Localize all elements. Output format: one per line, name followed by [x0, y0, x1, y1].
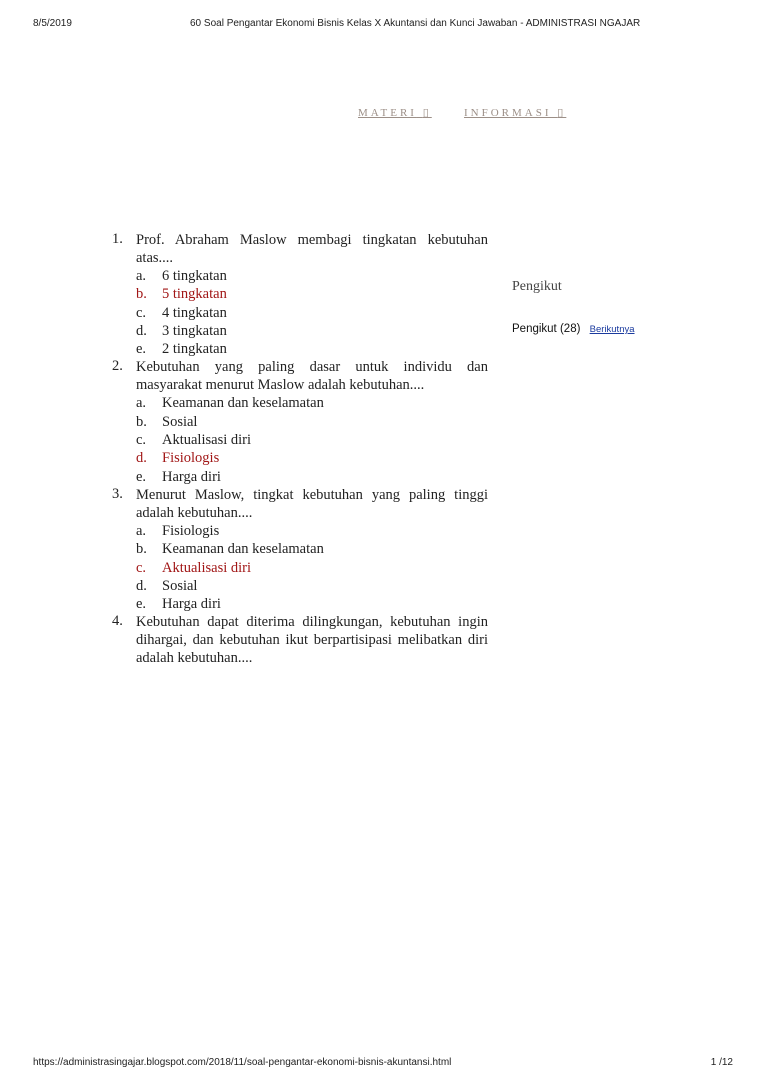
option-text: 2 tingkatan	[162, 341, 227, 358]
answer-option	[136, 522, 488, 540]
option-text: 5 tingkatan	[162, 286, 227, 303]
answer-option	[136, 595, 488, 613]
option-letter: a.	[136, 395, 147, 412]
option-letter: d.	[136, 450, 147, 467]
answer-options	[136, 394, 488, 485]
option-letter: e.	[136, 596, 147, 613]
option-text: Fisiologis	[162, 450, 220, 467]
answer-option	[136, 304, 488, 322]
question-item	[112, 613, 488, 667]
page-number: 1 /12	[710, 1057, 733, 1068]
option-letter: e.	[136, 468, 147, 485]
question-number: 1.	[112, 231, 123, 247]
followers-widget	[512, 323, 635, 335]
question-item	[112, 231, 488, 358]
answer-option-correct	[136, 285, 488, 303]
print-footer	[0, 1057, 768, 1073]
question-text: Kebutuhan dapat diterima dilingkungan, kebutuhan ingin dihargai, dan kebutuhan ikut berpartisipasi melibatkan diri adalah kebutuhan....	[136, 614, 488, 667]
page-url: https://administrasingajar.blogspot.com/2018/11/soal-pengantar-ekonomi-bisnis-akuntansi.html	[33, 1057, 452, 1068]
option-letter: a.	[136, 268, 147, 284]
option-text: 6 tingkatan	[162, 268, 227, 284]
question-item	[112, 358, 488, 485]
print-date: 8/5/2019	[33, 18, 72, 29]
option-letter: b.	[136, 541, 147, 558]
nav-link-informasi[interactable]	[464, 106, 566, 119]
answer-options	[136, 267, 488, 358]
option-text: Fisiologis	[162, 522, 220, 539]
nav-materi-label: MATERI	[358, 107, 417, 119]
option-letter: c.	[136, 304, 147, 321]
option-text: Harga diri	[162, 596, 221, 613]
option-letter: b.	[136, 286, 147, 303]
sidebar	[512, 279, 732, 335]
nav-informasi-label: INFORMASI	[464, 107, 552, 119]
answer-option-correct	[136, 559, 488, 577]
print-header	[0, 18, 768, 34]
followers-count: (28)	[559, 323, 581, 335]
question-item	[112, 486, 488, 613]
option-letter: d.	[136, 322, 147, 339]
option-letter: c.	[136, 559, 147, 576]
answer-option	[136, 468, 488, 486]
question-number: 3.	[112, 485, 123, 502]
sidebar-heading: Pengikut	[512, 279, 562, 294]
question-number: 4.	[112, 613, 123, 630]
missing-glyph-icon: ▯	[422, 107, 432, 119]
option-text: 4 tingkatan	[162, 304, 227, 321]
question-text: Menurut Maslow, tingkat kebutuhan yang paling tinggi adalah kebutuhan....	[136, 486, 488, 521]
option-letter: c.	[136, 432, 147, 449]
option-letter: b.	[136, 413, 147, 430]
answer-option-correct	[136, 449, 488, 467]
answer-option	[136, 431, 488, 449]
option-text: 3 tingkatan	[162, 322, 227, 339]
option-text: Aktualisasi diri	[162, 559, 252, 576]
question-number: 2.	[112, 358, 123, 375]
option-letter: e.	[136, 341, 147, 358]
answer-options	[136, 522, 488, 613]
top-navigation	[358, 106, 598, 122]
nav-link-materi[interactable]	[358, 106, 432, 119]
option-text: Sosial	[162, 413, 198, 430]
option-text: Sosial	[162, 577, 198, 594]
question-text: Kebutuhan yang paling dasar untuk individu dan masyarakat menurut Maslow adalah kebutuhan....	[136, 359, 488, 394]
answer-option	[136, 394, 488, 412]
answer-option	[136, 540, 488, 558]
followers-label: Pengikut	[512, 323, 557, 335]
quiz-question-list	[112, 231, 488, 667]
answer-option	[136, 340, 488, 358]
option-letter: a.	[136, 522, 147, 539]
option-text: Harga diri	[162, 468, 221, 485]
question-text: Prof. Abraham Maslow membagi tingkatan kebutuhan atas....	[136, 232, 488, 266]
answer-option	[136, 267, 488, 285]
next-followers-link[interactable]: Berikutnya	[589, 324, 635, 335]
missing-glyph-icon: ▯	[557, 107, 567, 119]
answer-option	[136, 322, 488, 340]
document-title: 60 Soal Pengantar Ekonomi Bisnis Kelas X Akuntansi dan Kunci Jawaban - ADMINISTRASI NGAJAR	[190, 18, 641, 29]
option-text: Keamanan dan keselamatan	[162, 541, 324, 558]
option-text: Keamanan dan keselamatan	[162, 395, 324, 412]
answer-option	[136, 577, 488, 595]
option-letter: d.	[136, 577, 147, 594]
option-text: Aktualisasi diri	[162, 432, 252, 449]
answer-option	[136, 413, 488, 431]
